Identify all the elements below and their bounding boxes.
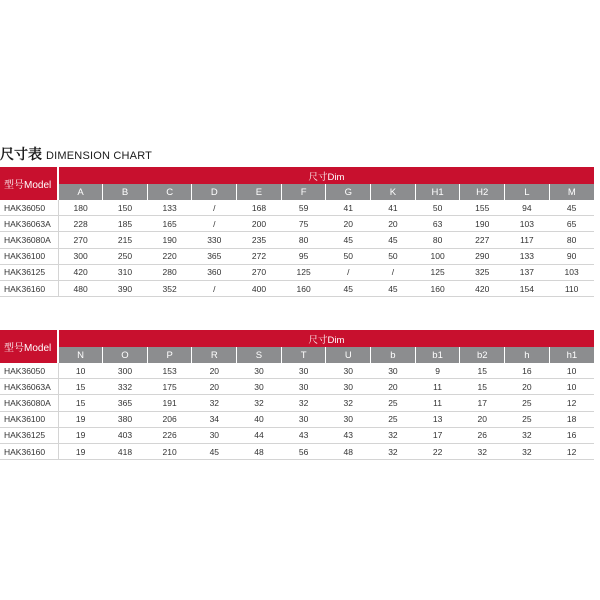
value-cell: 16 [549, 427, 594, 443]
value-cell: 32 [281, 395, 326, 411]
table-row [0, 443, 594, 459]
value-cell: 325 [460, 264, 505, 280]
model-header: 型号Model [0, 330, 58, 363]
value-cell: 16 [505, 363, 550, 379]
value-cell: 13 [415, 411, 460, 427]
value-cell: 300 [103, 363, 148, 379]
title-chinese: 尺寸表 [0, 146, 42, 162]
value-cell: 380 [103, 411, 148, 427]
value-cell: 20 [371, 379, 416, 395]
value-cell: 20 [505, 379, 550, 395]
value-cell: 19 [58, 443, 103, 459]
table-row [0, 248, 594, 264]
value-cell: 95 [281, 248, 326, 264]
table-row [0, 395, 594, 411]
table-row [0, 363, 594, 379]
value-cell: 45 [192, 443, 237, 459]
dim-header: 尺寸Dim [58, 330, 594, 347]
value-cell: 332 [103, 379, 148, 395]
value-cell: 15 [460, 379, 505, 395]
value-cell: 125 [415, 264, 460, 280]
value-cell: 403 [103, 427, 148, 443]
value-cell: 32 [237, 395, 282, 411]
value-cell: 19 [58, 427, 103, 443]
value-cell: 9 [415, 363, 460, 379]
value-cell: 175 [147, 379, 192, 395]
value-cell: / [192, 216, 237, 232]
column-header-U: U [326, 347, 371, 363]
dimension-table-1 [0, 167, 594, 297]
column-letter-row [0, 184, 594, 200]
value-cell: 94 [505, 200, 550, 216]
column-header-O: O [103, 347, 148, 363]
value-cell: 290 [460, 248, 505, 264]
value-cell: 160 [281, 280, 326, 296]
value-cell: 45 [371, 280, 416, 296]
column-header-b1: b1 [415, 347, 460, 363]
value-cell: 65 [549, 216, 594, 232]
column-header-h: h [505, 347, 550, 363]
model-cell: HAK36125 [0, 264, 58, 280]
value-cell: / [326, 264, 371, 280]
value-cell: 75 [281, 216, 326, 232]
value-cell: 168 [237, 200, 282, 216]
value-cell: 30 [281, 379, 326, 395]
value-cell: 30 [237, 363, 282, 379]
model-cell: HAK36063A [0, 216, 58, 232]
table-header-row [0, 330, 594, 347]
value-cell: 190 [147, 232, 192, 248]
value-cell: 41 [371, 200, 416, 216]
value-cell: 400 [237, 280, 282, 296]
value-cell: 43 [281, 427, 326, 443]
value-cell: 165 [147, 216, 192, 232]
value-cell: 59 [281, 200, 326, 216]
value-cell: 45 [371, 232, 416, 248]
value-cell: 100 [415, 248, 460, 264]
value-cell: 15 [460, 363, 505, 379]
value-cell: 18 [549, 411, 594, 427]
value-cell: 420 [58, 264, 103, 280]
column-header-H1: H1 [415, 184, 460, 200]
value-cell: 41 [326, 200, 371, 216]
value-cell: 133 [505, 248, 550, 264]
column-header-C: C [147, 184, 192, 200]
value-cell: 32 [326, 395, 371, 411]
value-cell: 34 [192, 411, 237, 427]
value-cell: 210 [147, 443, 192, 459]
value-cell: 32 [505, 427, 550, 443]
model-cell: HAK36050 [0, 363, 58, 379]
model-cell: HAK36125 [0, 427, 58, 443]
value-cell: 10 [549, 363, 594, 379]
value-cell: 153 [147, 363, 192, 379]
value-cell: 17 [460, 395, 505, 411]
column-header-b2: b2 [460, 347, 505, 363]
value-cell: 11 [415, 395, 460, 411]
value-cell: 360 [192, 264, 237, 280]
value-cell: 250 [103, 248, 148, 264]
value-cell: 180 [58, 200, 103, 216]
value-cell: 300 [58, 248, 103, 264]
column-header-L: L [505, 184, 550, 200]
value-cell: 352 [147, 280, 192, 296]
column-header-G: G [326, 184, 371, 200]
column-header-T: T [281, 347, 326, 363]
value-cell: 420 [460, 280, 505, 296]
value-cell: 155 [460, 200, 505, 216]
value-cell: 48 [237, 443, 282, 459]
value-cell: / [371, 264, 416, 280]
column-header-h1: h1 [549, 347, 594, 363]
value-cell: 117 [505, 232, 550, 248]
table-row [0, 232, 594, 248]
value-cell: 15 [58, 395, 103, 411]
value-cell: 19 [58, 411, 103, 427]
value-cell: 30 [326, 379, 371, 395]
model-cell: HAK36160 [0, 280, 58, 296]
value-cell: 25 [371, 395, 416, 411]
value-cell: 45 [549, 200, 594, 216]
column-header-D: D [192, 184, 237, 200]
value-cell: 90 [549, 248, 594, 264]
value-cell: 25 [371, 411, 416, 427]
column-header-K: K [371, 184, 416, 200]
table-row [0, 200, 594, 216]
value-cell: 365 [192, 248, 237, 264]
value-cell: 10 [58, 363, 103, 379]
value-cell: 103 [549, 264, 594, 280]
column-header-R: R [192, 347, 237, 363]
column-header-E: E [237, 184, 282, 200]
value-cell: 160 [415, 280, 460, 296]
value-cell: 15 [58, 379, 103, 395]
value-cell: 32 [371, 427, 416, 443]
model-cell: HAK36063A [0, 379, 58, 395]
value-cell: 30 [192, 427, 237, 443]
value-cell: 20 [371, 216, 416, 232]
value-cell: 30 [281, 411, 326, 427]
value-cell: 50 [415, 200, 460, 216]
value-cell: 227 [460, 232, 505, 248]
value-cell: 30 [326, 411, 371, 427]
column-header-M: M [549, 184, 594, 200]
value-cell: 12 [549, 443, 594, 459]
value-cell: 45 [326, 232, 371, 248]
model-cell: HAK36160 [0, 443, 58, 459]
value-cell: 133 [147, 200, 192, 216]
table-row [0, 216, 594, 232]
value-cell: 30 [326, 363, 371, 379]
value-cell: 110 [549, 280, 594, 296]
page-title [0, 144, 152, 166]
table-row [0, 264, 594, 280]
column-header-S: S [237, 347, 282, 363]
table-row [0, 280, 594, 296]
value-cell: 228 [58, 216, 103, 232]
value-cell: 220 [147, 248, 192, 264]
value-cell: 150 [103, 200, 148, 216]
title-english: DIMENSION CHART [46, 150, 153, 162]
value-cell: 22 [415, 443, 460, 459]
dim-header: 尺寸Dim [58, 167, 594, 184]
value-cell: 32 [192, 395, 237, 411]
value-cell: 12 [549, 395, 594, 411]
value-cell: 63 [415, 216, 460, 232]
dimension-table-2 [0, 330, 594, 460]
value-cell: 56 [281, 443, 326, 459]
value-cell: 330 [192, 232, 237, 248]
value-cell: 17 [415, 427, 460, 443]
table-header-row [0, 167, 594, 184]
value-cell: 185 [103, 216, 148, 232]
value-cell: 80 [549, 232, 594, 248]
value-cell: 270 [58, 232, 103, 248]
model-cell: HAK36100 [0, 248, 58, 264]
value-cell: 215 [103, 232, 148, 248]
value-cell: 50 [371, 248, 416, 264]
model-cell: HAK36080A [0, 232, 58, 248]
value-cell: 103 [505, 216, 550, 232]
value-cell: 10 [549, 379, 594, 395]
table-row [0, 379, 594, 395]
column-header-B: B [103, 184, 148, 200]
value-cell: 270 [237, 264, 282, 280]
value-cell: 154 [505, 280, 550, 296]
table-row [0, 411, 594, 427]
value-cell: 30 [281, 363, 326, 379]
value-cell: 137 [505, 264, 550, 280]
value-cell: 190 [460, 216, 505, 232]
value-cell: 206 [147, 411, 192, 427]
value-cell: 25 [505, 411, 550, 427]
value-cell: 20 [326, 216, 371, 232]
column-letter-row [0, 347, 594, 363]
value-cell: 11 [415, 379, 460, 395]
value-cell: 20 [192, 379, 237, 395]
value-cell: 80 [415, 232, 460, 248]
value-cell: 25 [505, 395, 550, 411]
value-cell: 272 [237, 248, 282, 264]
value-cell: 45 [326, 280, 371, 296]
column-header-A: A [58, 184, 103, 200]
value-cell: 26 [460, 427, 505, 443]
value-cell: 80 [281, 232, 326, 248]
value-cell: 40 [237, 411, 282, 427]
column-header-H2: H2 [460, 184, 505, 200]
value-cell: 48 [326, 443, 371, 459]
column-header-N: N [58, 347, 103, 363]
value-cell: / [192, 280, 237, 296]
value-cell: 125 [281, 264, 326, 280]
value-cell: 20 [192, 363, 237, 379]
value-cell: 226 [147, 427, 192, 443]
value-cell: / [192, 200, 237, 216]
column-header-F: F [281, 184, 326, 200]
value-cell: 200 [237, 216, 282, 232]
value-cell: 480 [58, 280, 103, 296]
model-cell: HAK36050 [0, 200, 58, 216]
value-cell: 32 [371, 443, 416, 459]
table-row [0, 427, 594, 443]
value-cell: 310 [103, 264, 148, 280]
value-cell: 20 [460, 411, 505, 427]
model-header: 型号Model [0, 167, 58, 200]
model-cell: HAK36080A [0, 395, 58, 411]
value-cell: 280 [147, 264, 192, 280]
value-cell: 32 [505, 443, 550, 459]
value-cell: 390 [103, 280, 148, 296]
column-header-P: P [147, 347, 192, 363]
value-cell: 235 [237, 232, 282, 248]
value-cell: 32 [460, 443, 505, 459]
value-cell: 44 [237, 427, 282, 443]
column-header-b: b [371, 347, 416, 363]
value-cell: 365 [103, 395, 148, 411]
value-cell: 43 [326, 427, 371, 443]
value-cell: 50 [326, 248, 371, 264]
value-cell: 191 [147, 395, 192, 411]
value-cell: 30 [237, 379, 282, 395]
value-cell: 418 [103, 443, 148, 459]
value-cell: 30 [371, 363, 416, 379]
model-cell: HAK36100 [0, 411, 58, 427]
